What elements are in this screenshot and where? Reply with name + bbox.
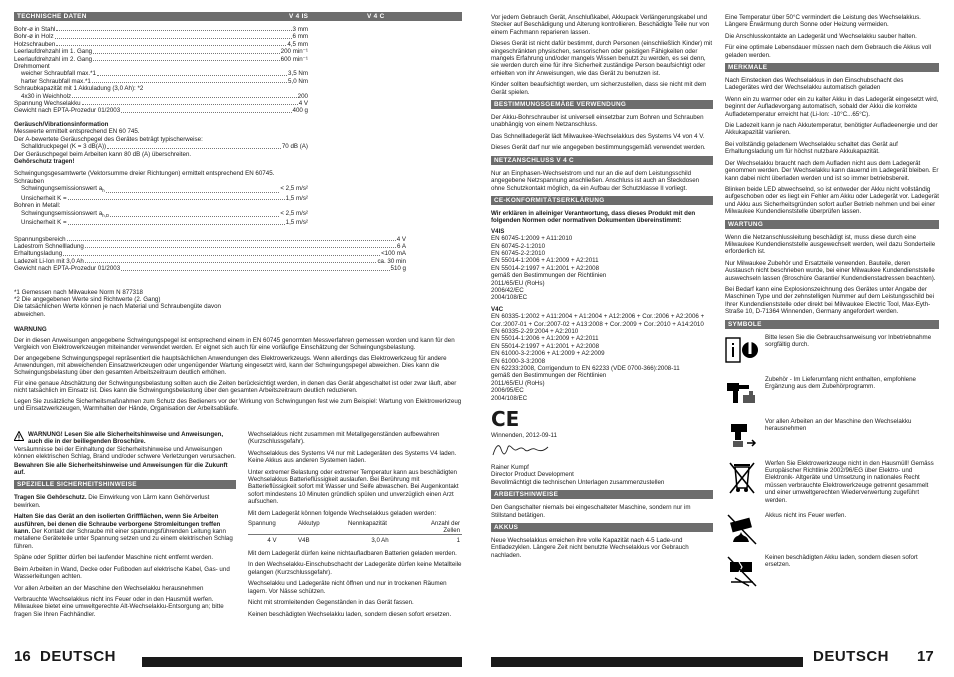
paragraph: Das Schnellladegerät lädt Milwaukee-Wechselakkus des Systems V4 von 4 V. [491,132,705,140]
warnung-paragraph: Der angegebene Schwingungspegel repräsentiert die hauptsächlichen Anwendungen des Elektrowerkzeugs. Wenn allerdings das Elektrowerkzeug für andere Anwendungen, mit abweichenden Einsatzwerkzeugen oder ungenügender Wartung eingesetzt wird, kann der Schwingungspegel abweichen. Dies kann die Schwingungsbelastung über den gesamten Arbeitszeitraum deutlich erhöhen. [14,354,447,377]
vibration-row: Unsicherheit K = 1,5 m/s² [21,194,308,202]
spec-row: Drehmoment [14,63,50,71]
safety-paragraph: Tragen Sie Gehörschutz. Die Einwirkung von Lärm kann Gehörverlust bewirken. [14,494,210,509]
battery-paragraph: In den Wechselakku-Einschubschacht der Ladegeräte dürfen keine Metallteile gelangen (Kurzschlussgefahr). [248,561,462,576]
symbol-row [725,512,939,546]
mains-connection-header: NETZANSCHLUSS V 4 C [491,156,713,165]
safety-paragraph: Verbrauchte Wechselakkus nicht ins Feuer oder in den Hausmüll werfen. Milwaukee bietet eine umweltgerechte Alt-Wechselakku-Entsorgung an; bitte fragen Sie Ihren Fachhändler. [14,595,224,618]
safety-paragraph: Beim Arbeiten in Wand, Decke oder Fußboden auf elektrische Kabel, Gas- und Wasserleitungen achten. [14,565,230,581]
spec-row: Leerlaufdrehzahl im 2. Gang 600 min⁻¹ [14,55,308,63]
battery-paragraph: Wechselakkus des Systems V4 nur mit Ladegeräten des Systems V4 laden. Keine Akkus aus anderen Systemen laden. [248,449,457,465]
symbol-row [725,460,939,504]
language-label: DEUTSCH [813,648,890,665]
symbol-text: Bitte lesen Sie die Gebrauchsanweisung vor Inbetriebnahme sorgfältig durch. [765,333,932,348]
warnung-paragraph: Der in diesen Anweisungen angegebene Schwingungspegel ist entsprechend einem in EN 60745 genormten Messverfahren gemessen worden und kann für den Vergleich von Elektrowerkzeugen miteinander verwendet werden. Er eignet sich auch für eine vorläufige Einschätzung der Schwingungsbelastung. [14,336,455,352]
language-label: DEUTSCH [40,648,117,665]
footer-bar [491,657,803,667]
symbol-text: Keinen beschädigten Akku laden, sondern diesen sofort ersetzen. [765,554,918,569]
spec-row: Gewicht nach EPTA-Prozedur 01/2003 510 g [14,265,406,273]
read-manual-icon [725,334,759,368]
hearing-protection-note: Gehörschutz tragen! [14,157,75,165]
battery-paragraph: Keinen beschädigten Wechselakku laden, sondern diesen sofort ersetzen. [248,610,452,618]
ce-declaration-intro: Wir erklären in alleiniger Verantwortung, dass dieses Produkt mit den folgenden Normen oder normativen Dokumenten übereinstimmt: [491,209,696,225]
spec-row: Erhaltungsladung <100 mA [14,250,406,258]
batteries-header: AKKUS [491,523,713,532]
paragraph: Wenn ein zu warmer oder ein zu kalter Akku in das Ladegerät eingesetzt wird, beginnt der Aufladevorgang automatisch, sobald der Akku die korrekte Aufladetemperatur erreicht hat (Li-Ion: -10°C...65°C). [725,95,939,118]
safety-column [14,431,236,622]
page-16-footer [0,648,477,668]
vibration-row: Schwingungsemissionswert $a_h$ < 2,5 m/s² [21,185,308,194]
page-number: 17 [917,648,934,665]
paragraph: Kinder sollten beaufsichtigt werden, um sicherzustellen, dass sie nicht mit dem Gerät spielen. [491,81,707,96]
ce-declaration-header: CE-KONFORMITÄTSERKLÄRUNG [491,196,713,205]
safety-warning [14,431,236,446]
safety-paragraph: Späne oder Splitter dürfen bei laufender Maschine nicht entfernt werden. [14,554,214,562]
spec-row: Bohr-ø in Holz 6 mm [14,33,308,41]
authorization-note: Bevollmächtigt die technischen Unterlagen zusammenzustellen [491,478,665,486]
v4c-standards: EN 60335-1:2002 + A11:2004 + A1:2004 + A12:2006 + Cor.:2006 + A2:2006 + Cor.:2007-01 + Cor.:2007-02 + A13:2008 + Cor.:2009 + Cor.:2010 + A14:2010 EN 60335-2-29:2004 + A2:2010 EN 55014-1:2006 + A1:2009 + A2:2011 EN 55014-2:1997 + A1:2001 + A2:2008 EN 61000-3-2:2006 + A1:2009 + A2:2009 EN 61000-3-3:2008 EN 62233:2008, Corrigendum to EN 62233 (VDE 0700-366):2008-11 gemäß den Bestimmungen der Richtlinien 2011/65/EU (RoHs) 2006/95/EC 2004/108/EC [491,313,705,402]
work-instructions-header: ARBEITSHINWEISE [491,490,713,499]
battery-no-fire-icon [725,512,759,546]
paragraph: Eine Temperatur über 50°C vermindert die Leistung des Wechselakkus. Längere Erwärmung durch Sonne oder Heizung vermeiden. [725,14,921,29]
spec-row: Ladezeit Li-Ion mit 3,0 Ah ca. 30 min [14,257,406,265]
paragraph: Blinken beide LED abwechselnd, so ist entweder der Akku nicht vollständig aufgeschoben oder es liegt ein Fehler am Akku oder Ladegerät vor. Ladegerät und Akku aus Sicherheitsgründen sofort außer Betrieb nehmen und bei einer Milwaukee Kundendienststelle überprüfen lassen. [725,185,939,216]
tech-data-section [14,8,462,413]
paragraph: Für eine optimale Lebensdauer müssen nach dem Gebrauch die Akkus voll geladen werden. [725,44,932,59]
v4is-title: V4IS [491,227,505,235]
symbol-row [725,376,939,410]
battery-table-row: 4 V V4B 3,0 Ah 1 [248,535,462,545]
signature-graphic [491,441,551,459]
spec-row: harter Schraubfall max.*1 5,0 Nm [21,77,308,85]
battery-paragraph: Wechselakkus nicht zusammen mit Metallgegenständen aufbewahren (Kurzschlussgefahr). [248,431,440,446]
safety-paragraph: Halten Sie das Gerät an den isolierten Griffflächen, wenn Sie Arbeiten ausführen, bei denen die Schraube verborgene Stromleitungen treffen kann. Der Kontakt der Schraube mit einer spannungsführenden Leitung kann metallene Geräteteile unter Spannung setzen und zu einem elektrischen Schlag führen. [14,513,233,550]
p17-right-column [725,14,939,596]
safety-paragraph: Vor allen Arbeiten an der Maschine den Wechselakku herausnehmen [14,584,204,592]
paragraph: Nach Einstecken des Wechselakkus in den Einschubschacht des Ladegerätes wird der Wechselakku automatisch geladen [725,77,904,92]
paragraph: Bei Bedarf kann eine Explosionszeichnung des Gerätes unter Angabe der Maschinen Type und der zehnstelligen Nummer auf dem Leistungsschild bei Ihrer Kundendienststelle oder direkt bei Milwaukee Electric Tool, Max-Eyth-Straße 10, D-71364 Winnenden, Germany angefordert werden. [725,285,935,316]
paragraph: Den Gangschalter niemals bei eingeschalteter Maschine, sondern nur im Stillstand betätigen. [491,504,691,519]
spec-row: Spannungsbereich 4 V [14,235,406,243]
warning-triangle-icon [14,431,24,441]
noise-title: Geräusch/Vibrationsinformation [14,120,109,128]
battery-table-header: Spannung Akkutyp Nennkapazität Anzahl der Zellen [248,520,460,535]
ce-mark: CE [491,407,520,432]
symbol-row [725,554,939,588]
symbol-text: Zubehör - Im Lieferumfang nicht enthalten, empfohlene Ergänzung aus dem Zubehörprogramm. [765,375,916,390]
battery-paragraph: Wechselakku und Ladegeräte nicht öffnen und nur in trockenen Räumen lagern. Vor Nässe schützen. [248,580,447,595]
tech-data-header: TECHNISCHE DATEN V 4 IS V 4 C [14,12,462,21]
paragraph: Die Anschlusskontakte an Ladegerät und Wechselakku sauber halten. [725,32,917,40]
battery-paragraph: Mit dem Ladegerät können folgende Wechselakkus geladen werden: [248,509,437,517]
accessory-icon [725,379,759,407]
safety-keep-note: Bewahren Sie alle Sicherheitshinweise und Anweisungen für die Zukunft auf. [14,461,228,477]
paragraph: Bei vollständig geladenem Wechselakku schaltet das Gerät auf Erhaltungsladung um für höchst nutzbare Akkukapazität. [725,140,898,156]
page-17 [477,0,954,677]
p17-left-column [491,14,713,563]
spec-row: Leerlaufdrehzahl im 1. Gang 200 min⁻¹ [14,48,308,56]
spec-row: weicher Schraubfall max.*1 3,5 Nm [21,70,308,78]
spec-row: Schraubkapazität mit 1 Akkuladung (3,0 Ah): *2 [14,85,144,93]
paragraph: Die Ladezeit kann je nach Akkutemperatur, benötigter Aufladeenergie und der Akkukapazität variieren. [725,122,938,137]
paragraph: Neue Wechselakkus erreichen ihre volle Kapazität nach 4-5 Lade-und Entladezyklen. Längere Zeit nicht benutzte Wechselakkus vor Gebrauch nachladen. [491,536,689,559]
signer-role: Director Product Development [491,471,574,479]
warnung-title: WARNUNG [14,326,47,334]
warnung-paragraph: Für eine genaue Abschätzung der Schwingungsbelastung sollten auch die Zeiten berücksichtigt werden, in denen das Gerät abgeschaltet ist oder zwar läuft, aber nicht tatsächlich im Einsatz ist. Dies kann die Schwingungsbelastung über den gesamten Arbeitszeitraum deutlich reduzieren. [14,379,457,395]
vibration-row: Schwingungsemissionswert $a_{h,D}$ < 2,5 m/s² [21,209,308,218]
signer-name: Rainer Kumpf [491,463,529,471]
tech-data-table [14,26,308,115]
noise-line: Messwerte ermittelt entsprechend EN 60 745. [14,128,140,136]
damaged-battery-icon [725,554,759,588]
v4c-title: V4C [491,305,504,313]
paragraph: Dieses Gerät darf nur wie angegeben bestimmungsgemäß verwendet werden. [491,144,706,152]
noise-info [14,121,308,227]
maintenance-header: WARTUNG [725,220,939,229]
sound-pressure-row: Schalldruckpegel (K = 3 dB(A)) 70 dB (A) [21,143,308,151]
intended-use-header: BESTIMMUNGSGEMÄßE VERWENDUNG [491,100,713,109]
safety-text: Versäumnisse bei der Einhaltung der Sicherheitshinweise und Anweisungen können elektrischen Schlag, Brand und/oder schwere Verletzungen verursachen. [14,445,236,461]
paragraph: Dieses Gerät ist nicht dafür bestimmt, durch Personen (einschließlich Kinder) mit eingeschränkten physischen, sensorischen oder geistigen Fähigkeiten oder mangels Erfahrung und/oder mangels Wissen benutzt zu werden, es sei denn, sie werden durch eine für ihre Sicherheit zuständige Person beaufsichtigt oder erhielten von ihr Anweisungen, wie das Gerät zu benutzen ist. [491,40,713,77]
page-17-footer [477,648,954,668]
symbol-row [725,334,939,368]
battery-paragraph: Mit dem Ladegerät dürfen keine nichtaufladbaren Batterien geladen werden. [248,550,457,558]
noise-line: Der A-bewertete Geräuschpegel des Gerätes beträgt typischerweise: [14,135,203,143]
footer-bar [142,657,462,667]
vibration-group: Bohren in Metall: [14,202,61,210]
spec-row: Bohr-ø in Stahl 3 mm [14,26,308,33]
declaration-date: Winnenden, 2012-09-11 [491,432,557,440]
paragraph: Der Wechselakku braucht nach dem Aufladen nicht aus dem Ladegerät genommen werden. Der Wechselakku kann dauernd im Ladegerät bleiben. Er kann dabei nicht überladen werden und ist so immer betriebsbereit. [725,159,939,182]
warnung-paragraph: Legen Sie zusätzliche Sicherheitsmaßnahmen zum Schutz des Bedieners vor der Wirkung von Schwingungen fest wie zum Beispiel: Wartung von Elektrowerkzeug und Einsatzwerkzeugen, Warmhalten der Hände, Organisation der Arbeitsabläufe. [14,397,462,412]
spec-row: Ladestrom Schnellladung 6 A [14,243,406,251]
features-header: MERKMALE [725,63,939,72]
footnote: Die tatsächlichen Werte können je nach Material und Schraubengüte davon abweichen. [14,303,221,318]
symbols-header: SYMBOLE [725,320,939,329]
special-safety-header: SPEZIELLE SICHERHEITSHINWEISE [14,480,236,489]
battery-paragraph: Nicht mit stromleitenden Gegenständen in das Gerät fassen. [248,599,414,607]
symbol-text: Vor allen Arbeiten an der Maschine den Wechselakku herausnehmen [765,417,912,432]
footnotes [14,289,234,319]
spec-row: 4x30 in Weichholz 200 [21,92,308,100]
crossed-bin-icon [727,460,757,494]
paragraph: Nur an Einphasen-Wechselstrom und nur an die auf dem Leistungsschild angegebene Netzspannung anschließen. Anschluss ist auch an Steckdosen ohne Schutzkontakt möglich, da ein Aufbau der Schutzklasse II vorliegt. [491,169,700,192]
battery-column [248,431,462,622]
spec-row: Gewicht nach EPTA-Prozedur 01/2003 400 g [14,107,308,115]
noise-line: Der Geräuschpegel beim Arbeiten kann 80 dB (A) überschreiten. [14,150,192,158]
paragraph: Nur Milwaukee Zubehör und Ersatzteile verwenden. Bauteile, deren Austausch nicht beschrieben wurde, bei einer Milwaukee Kundendienststelle auswechseln lassen (Broschüre Garantie/ Kundendienstadressen beachten). [725,259,936,282]
charger-data-table [14,236,406,273]
symbol-row [725,418,939,452]
spec-row: Spannung Wechselakku 4 V [14,100,308,108]
paragraph: Vor jedem Gebrauch Gerät, Anschlußkabel, Akkupack Verlängerungskabel und Stecker auf Beschädigung und Alterung kontrollieren. Beschädigte Teile nur von einem Fachmann reparieren lassen. [491,14,710,36]
paragraph: Der Akku-Bohrschrauber ist universell einsetzbar zum Bohren und Schrauben unabhängig von einem Netzanschluss. [491,114,704,129]
footnote: *1 Gemessen nach Milwaukee Norm N 877318 [14,288,143,296]
paragraph: Wenn die Netzanschlussleitung beschädigt ist, muss diese durch eine Milwaukee Kundendienststelle ausgewechselt werden, weil dazu Sonderteile erforderlich ist. [725,233,936,256]
spec-row: Holzschrauben 4,5 mm [14,40,308,48]
vibration-row: Unsicherheit K = 1,5 m/s² [21,219,308,227]
vibration-intro: Schwingungsgesamtwerte (Vektorsumme dreier Richtungen) ermittelt entsprechend EN 60745. [14,170,275,178]
symbol-text: Akkus nicht ins Feuer werfen. [765,512,847,520]
symbol-text: Werfen Sie Elektrowerkzeuge nicht in den Hausmüll! Gemäss Europäischer Richtlinie 2002/96/EG über Elektro- und Elektronik- Altgeräte und Umsetzung in nationales Recht müssen verbrauchte Elektrowerkzeuge getrennt gesammelt und einer umweltgerechten Wiederverwertung zugeführt werden. [765,459,934,504]
remove-battery-icon [725,421,759,449]
vibration-group: Schrauben [14,177,44,185]
battery-paragraph: Unter extremer Belastung oder extremer Temperatur kann aus beschädigten Wechselakkus Batterieflüssigkeit auslaufen. Bei Berührung mit Batterieflüssigkeit sofort mit Wasser und Seife abwaschen. Bei Augenkontakt sofort mindestens 10 Minuten gründlich spülen und unverzüglich einen Arzt aufsuchen. [248,468,459,506]
page-number: 16 [14,648,31,665]
footnote: *2 Die angegebenen Werte sind Richtwerte (2. Gang) [14,296,161,304]
safety-warning-bold: WARNUNG! Lesen Sie alle Sicherheitshinweise und Anweisungen, auch die in der beiliegenden Broschüre. [28,431,224,446]
warnung-section [14,326,462,412]
v4is-standards: EN 60745-1:2009 + A11:2010 EN 60745-2-1:2010 EN 60745-2-2:2010 EN 55014-1:2006 + A1:2009 + A2:2011 EN 55014-2:1997 + A1:2001 + A2:2008 gemäß den Bestimmungen der Richtlinien 2011/65/EU (RoHs) 2006/42/EC 2004/108/EC [491,235,607,302]
battery-table [248,520,462,544]
